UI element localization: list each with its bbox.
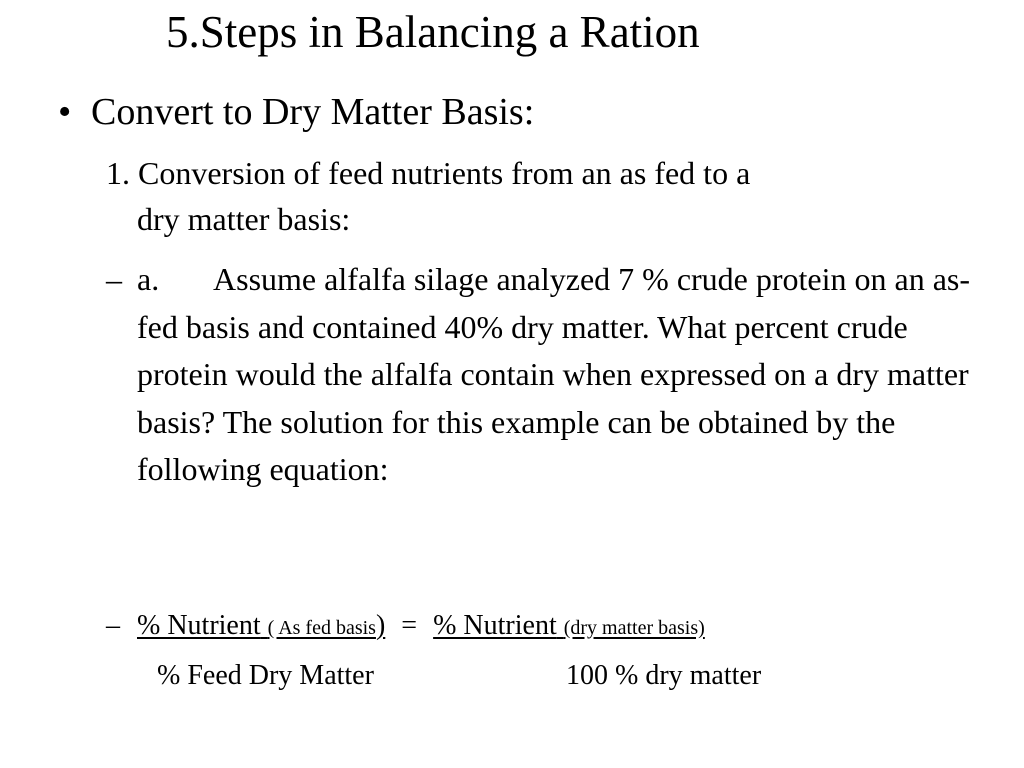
formula-numerator-row xyxy=(106,604,705,650)
step-1-line-2: dry matter basis: xyxy=(137,201,351,237)
formula-denominator-left: % Feed Dry Matter xyxy=(157,660,374,691)
step-1-line-1: 1. Conversion of feed nutrients from an as fed to a xyxy=(106,155,751,191)
example-letter: a. xyxy=(137,261,160,297)
main-bullet-text: Convert to Dry Matter Basis: xyxy=(91,91,535,133)
main-bullet xyxy=(58,86,534,138)
example-dash: – xyxy=(106,261,122,297)
formula-dash: – xyxy=(106,610,120,641)
formula-numerator-right-text: % Nutrient xyxy=(433,610,557,641)
formula-numerator-left-close: ) xyxy=(375,610,386,641)
example-a xyxy=(106,256,977,494)
slide-title: 5.Steps in Balancing a Ration xyxy=(166,7,700,57)
formula-numerator-left xyxy=(137,610,385,641)
formula-numerator-right-note: (dry matter basis) xyxy=(563,617,705,639)
example-text: Assume alfalfa silage analyzed 7 % crude protein on an as-fed basis and contained 40% dry matter. What percent crude protein would the alfalfa contain when expressed on a dry matter basis? The solution for this example can be obtained by the following equation: xyxy=(137,261,971,487)
formula-numerator-left-note: ( As fed basis xyxy=(267,617,376,639)
formula-numerator-left-text: % Nutrient xyxy=(137,610,261,641)
formula-numerator-right xyxy=(433,610,705,641)
step-1 xyxy=(106,150,936,242)
formula-denominator-right: 100 % dry matter xyxy=(566,660,762,691)
bullet-dot: • xyxy=(58,91,72,133)
formula-equals: = xyxy=(401,610,418,641)
